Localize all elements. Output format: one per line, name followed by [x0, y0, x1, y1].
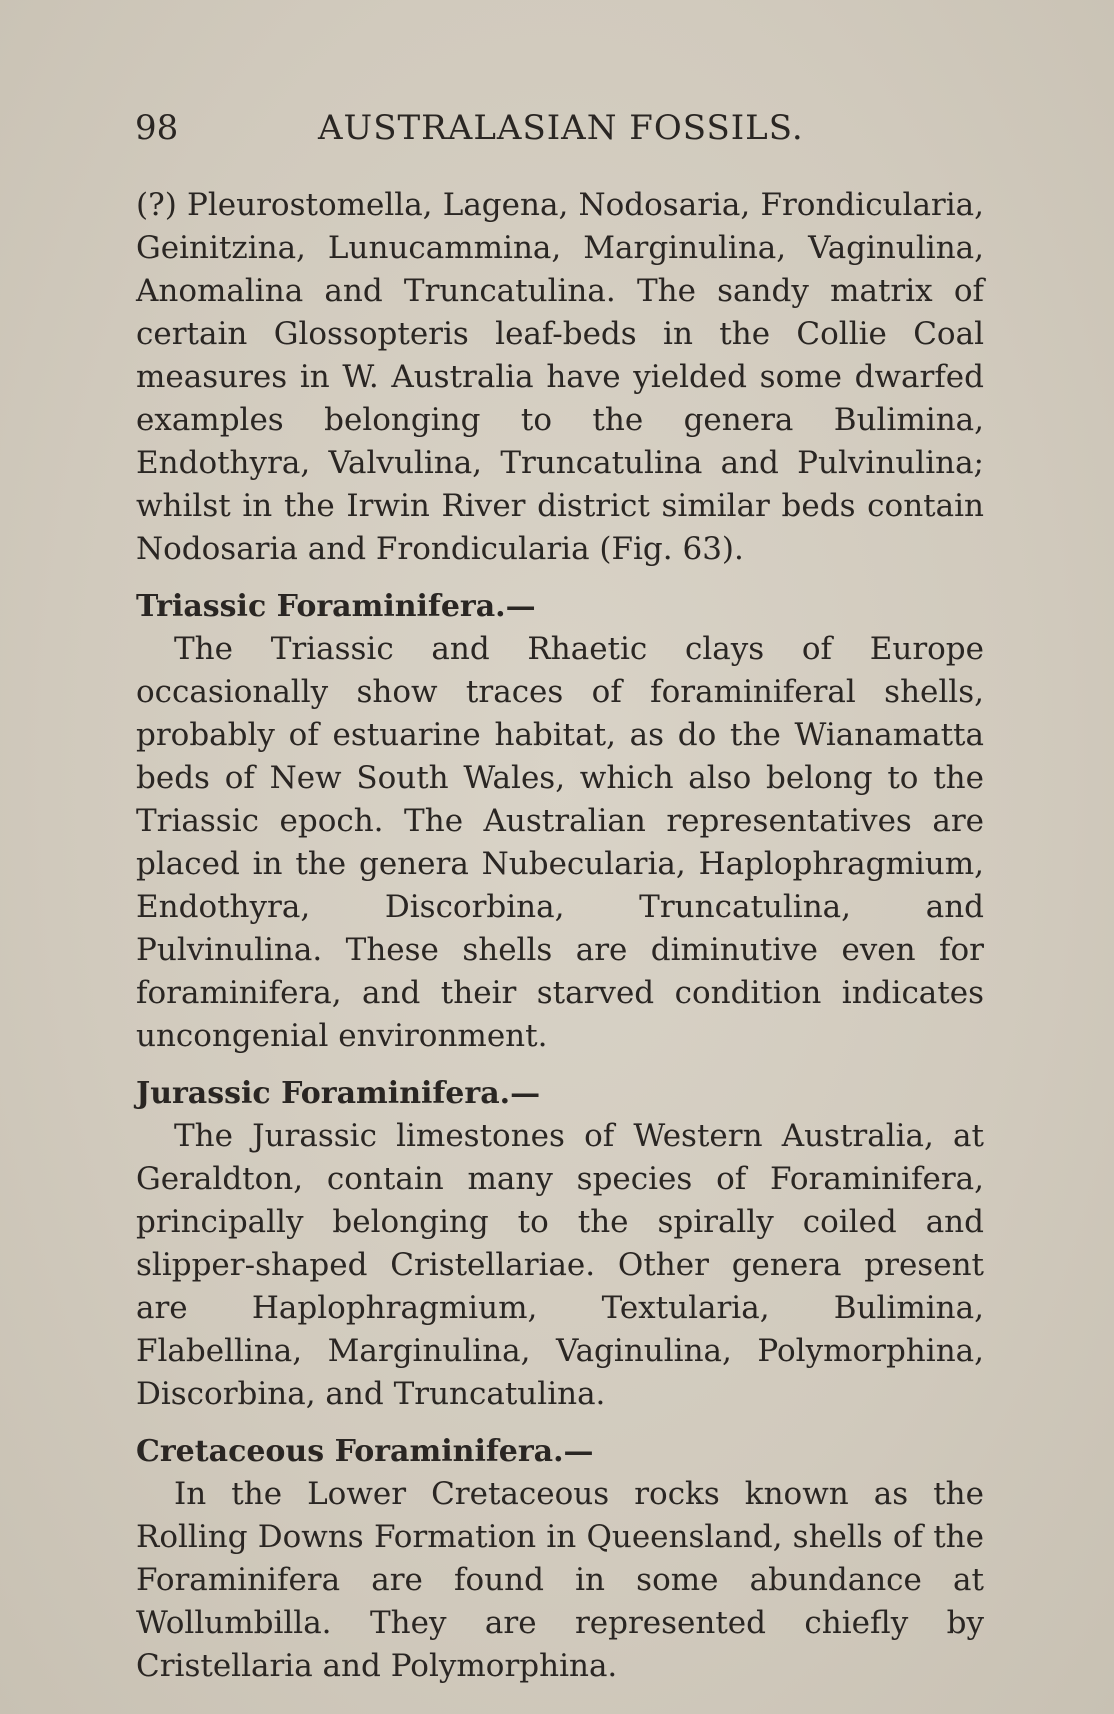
page-number: 98: [135, 108, 179, 148]
running-title: AUSTRALASIAN FOSSILS.: [318, 108, 804, 148]
body-text: [136, 184, 984, 1688]
section-heading-cretaceous: Cretaceous Foraminifera.—: [136, 1434, 594, 1469]
page-header: [135, 108, 984, 156]
continuation-paragraph: (?) Pleurostomella, Lagena, Nodosaria, Frondicularia, Geinitzina, Lunucammina, Marginulina, Vaginulina, Anomalina and Truncatulina. The sandy matrix of certain Glossopteris leaf-beds in the Collie Coal measures in W. Australia have yielded some dwarfed examples belonging to the genera Bulimina, Endothyra, Valvulina, Truncatulina and Pulvinulina; whilst in the Irwin River district similar beds contain Nodosaria and Frondicularia (Fig. 63).: [136, 187, 984, 567]
section-body-cretaceous: In the Lower Cretaceous rocks known as the Rolling Downs Formation in Queensland, shells of the Foraminifera are found in some abundance at Wollumbilla. They are represented chiefly by Cristellaria and Polymorphina.: [136, 1476, 984, 1684]
section-heading-triassic: Triassic Foraminifera.—: [136, 589, 536, 624]
section-body-triassic: The Triassic and Rhaetic clays of Europe occasionally show traces of foraminiferal shells, probably of estuarine habitat, as do the Wianamatta beds of New South Wales, which also belong to the Triassic epoch. The Australian representatives are placed in the genera Nubecularia, Haplophragmium, Endothyra, Discorbina, Truncatulina, and Pulvinulina. These shells are diminutive even for foraminifera, and their starved condition indicates uncongenial environment.: [136, 631, 984, 1054]
section-body-jurassic: The Jurassic limestones of Western Australia, at Geraldton, contain many species of Foraminifera, principally belonging to the spirally coiled and slipper-shaped Cristellariae. Other genera present are Haplophragmium, Textularia, Bulimina, Flabellina, Marginulina, Vaginulina, Polymorphina, Discorbina, and Truncatulina.: [136, 1118, 984, 1412]
section-heading-jurassic: Jurassic Foraminifera.—: [136, 1076, 541, 1111]
